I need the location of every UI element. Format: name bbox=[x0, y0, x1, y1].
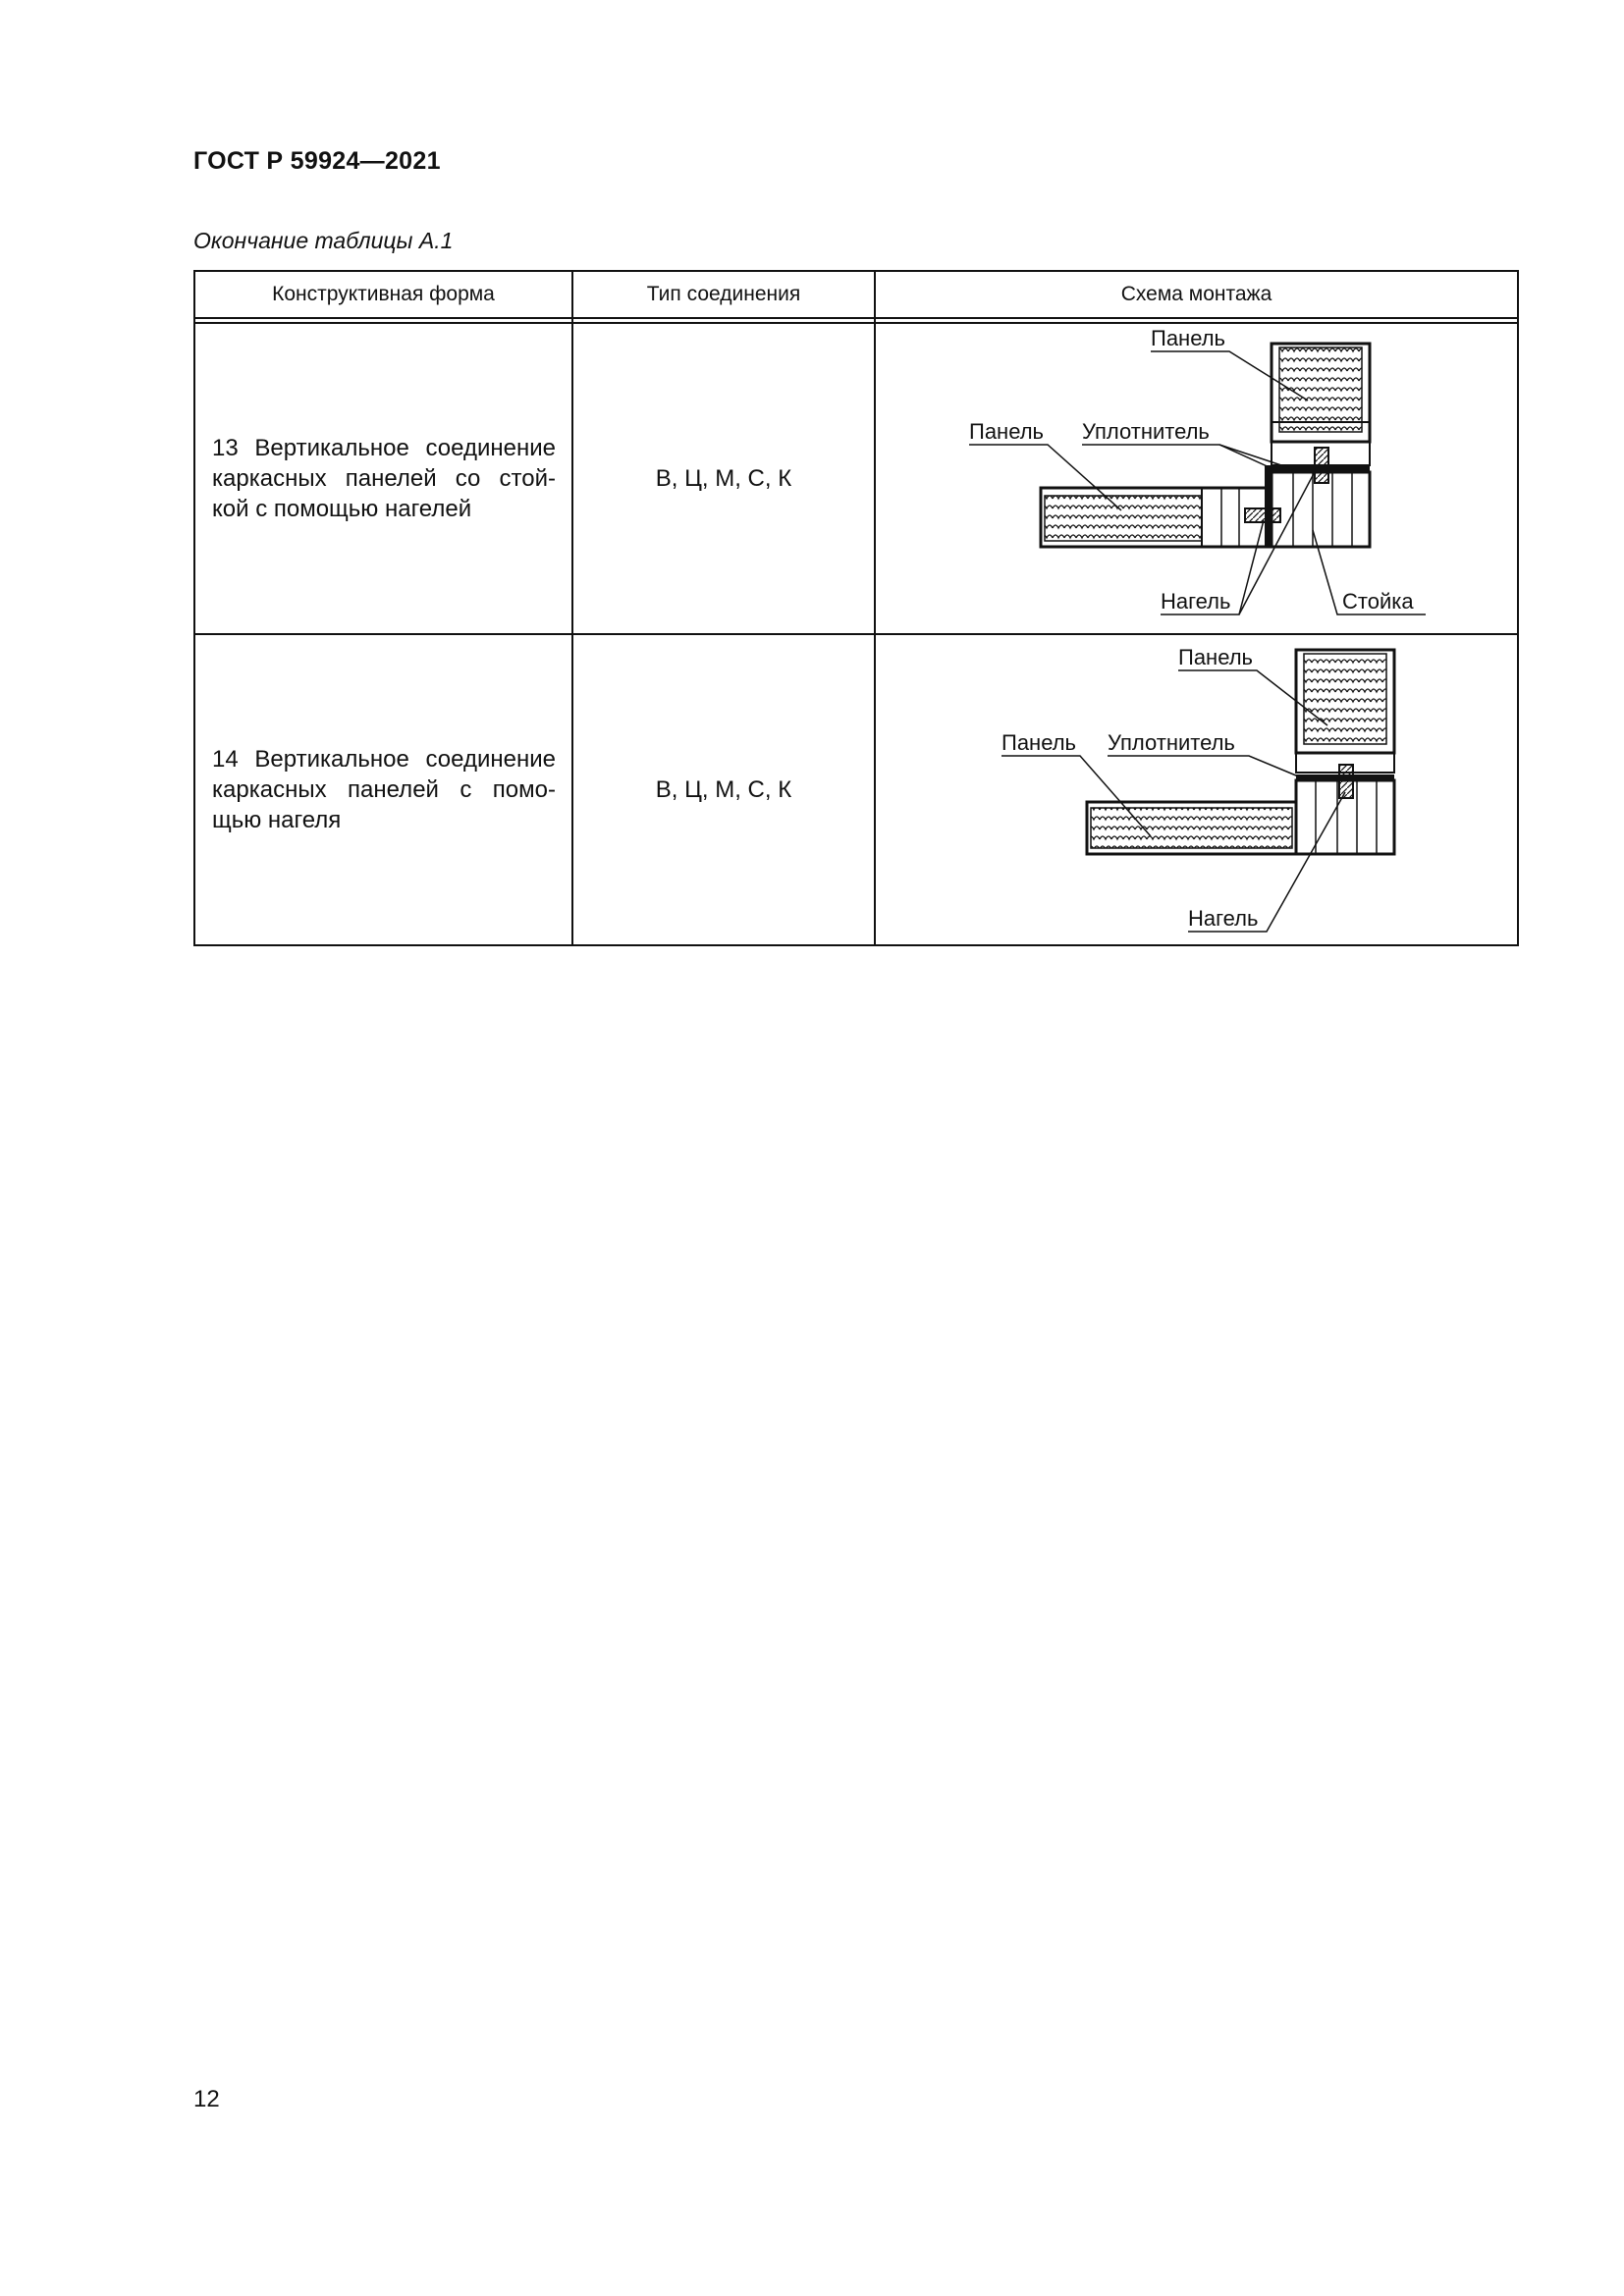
dowel-horizontal bbox=[1245, 508, 1280, 522]
label-dowel: Нагель bbox=[1188, 906, 1259, 931]
dowel-vertical bbox=[1315, 448, 1328, 483]
column-header-form: Конструктивная форма bbox=[194, 271, 572, 318]
label-sealant: Уплотнитель bbox=[1082, 419, 1210, 444]
column-header-scheme: Схема монтажа bbox=[875, 271, 1518, 318]
type-cell bbox=[572, 634, 875, 945]
form-cell bbox=[194, 634, 572, 945]
connection-table bbox=[193, 270, 1519, 946]
label-panel-top: Панель bbox=[1178, 645, 1254, 669]
table-header-row bbox=[194, 271, 1518, 318]
label-sealant: Уплотнитель bbox=[1108, 730, 1235, 755]
connection-type: В, Ц, М, С, К bbox=[655, 775, 792, 803]
form-cell bbox=[194, 323, 572, 634]
table-row bbox=[194, 634, 1518, 945]
type-cell bbox=[572, 323, 875, 634]
scheme-drawing bbox=[876, 324, 1519, 633]
label-panel-left: Панель bbox=[1001, 730, 1077, 755]
label-post: Стойка bbox=[1342, 589, 1414, 614]
label-panel-left: Панель bbox=[969, 419, 1045, 444]
top-panel-insulation bbox=[1304, 654, 1386, 744]
mounting-scheme-13 bbox=[876, 324, 1517, 633]
form-description: 13 Вертикальное соединение каркасных панелей со стой-кой с помощью нагелей bbox=[212, 435, 556, 522]
scheme-drawing bbox=[876, 635, 1519, 944]
scheme-cell bbox=[875, 323, 1518, 634]
table-caption: Окончание таблицы А.1 bbox=[193, 228, 454, 253]
mounting-scheme-14 bbox=[876, 635, 1517, 944]
dowel bbox=[1339, 765, 1353, 798]
page-number: 12 bbox=[193, 2086, 220, 2112]
document-header: ГОСТ Р 59924—2021 bbox=[193, 147, 441, 175]
form-description: 14 Вертикальное соединение каркасных панелей с помо-щью нагеля bbox=[212, 746, 556, 833]
label-dowel: Нагель bbox=[1161, 589, 1231, 614]
table-row bbox=[194, 323, 1518, 634]
column-header-type: Тип соединения bbox=[572, 271, 875, 318]
scheme-cell bbox=[875, 634, 1518, 945]
connection-type: В, Ц, М, С, К bbox=[655, 464, 792, 492]
label-panel-top: Панель bbox=[1151, 326, 1226, 350]
